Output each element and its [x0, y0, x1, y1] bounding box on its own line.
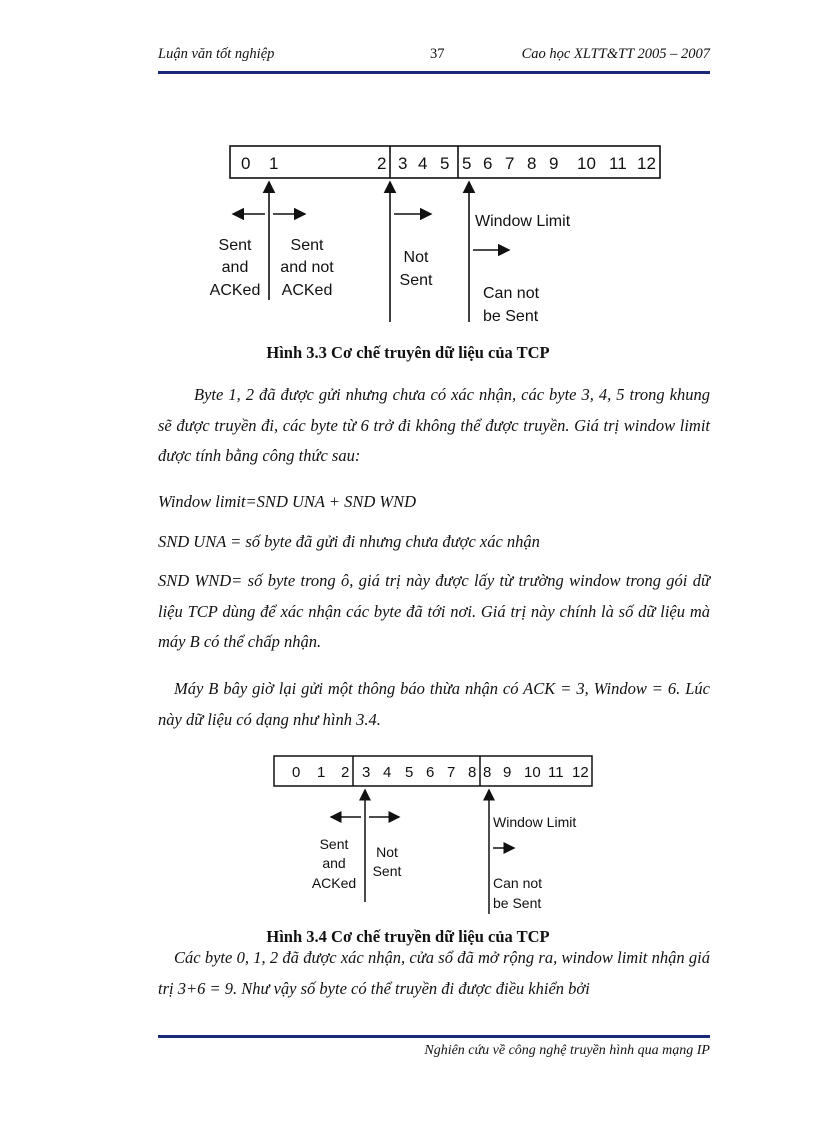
header-right: Cao học XLTT&TT 2005 – 2007 — [521, 46, 710, 62]
label-sent-not-acked: Sent — [290, 237, 324, 254]
page-footer: Nghiên cứu về công nghệ truyền hình qua mạng IP — [424, 1043, 710, 1058]
figure-caption: Hình 3.4 Cơ chế truyền dữ liệu của TCP — [266, 927, 550, 946]
header-left: Luận văn tốt nghiệp — [158, 46, 275, 62]
label-not-sent: Not — [403, 249, 429, 266]
paragraph: Các byte 0, 1, 2 đã được xác nhận, cửa sổ đã mở rộng ra, window limit nhận giá trị 3+6 = 9. Như vậy số byte có thể truyền đi được điều khiển bởi — [158, 948, 710, 998]
cell: 11 — [548, 764, 564, 781]
label-not-sent: Sent — [372, 863, 402, 879]
label-sent-acked: Sent — [319, 836, 349, 852]
formula: Window limit=SND UNA + SND WND — [158, 492, 417, 511]
cell: 8 — [468, 764, 477, 781]
cell: 7 — [505, 154, 515, 173]
header-rule — [158, 71, 710, 74]
cell: 10 — [524, 764, 541, 781]
cell: 0 — [241, 154, 251, 173]
cell: 11 — [609, 154, 627, 173]
cell: 3 — [362, 764, 371, 781]
label-cannot-sent: Can not — [483, 285, 540, 302]
cell: 4 — [418, 154, 428, 173]
cell: 5 — [462, 154, 472, 173]
cell: 10 — [577, 154, 596, 173]
label-sent-acked: and — [322, 855, 346, 871]
cell: 8 — [527, 154, 537, 173]
cell: 7 — [447, 764, 456, 781]
paragraph: SND WND= số byte trong ô, giá trị này được lấy từ trường window trong gói dữ liệu TCP dùng để xác nhận các byte đã tới nơi. Giá trị này chính là số dữ liệu mà máy B có thể chấp nhận. — [158, 571, 710, 651]
cell: 9 — [549, 154, 559, 173]
label-cannot-sent: be Sent — [493, 895, 542, 911]
cell: 5 — [440, 154, 450, 173]
cell: 3 — [398, 154, 408, 173]
figure-caption: Hình 3.3 Cơ chế truyên dữ liệu của TCP — [266, 343, 550, 362]
page-number: 37 — [430, 46, 445, 62]
label-sent-acked: ACKed — [311, 875, 357, 891]
paragraph: SND UNA = số byte đã gửi đi nhưng chưa được xác nhận — [158, 532, 540, 551]
label-cannot-sent: be Sent — [483, 308, 539, 325]
cell: 12 — [637, 154, 656, 173]
label-cannot-sent: Can not — [493, 875, 543, 891]
cell: 1 — [317, 764, 326, 781]
cell: 2 — [377, 154, 387, 173]
cell: 4 — [383, 764, 392, 781]
footer-rule — [158, 1035, 710, 1038]
paragraph: Byte 1, 2 đã được gửi nhưng chưa có xác nhận, các byte 3, 4, 5 trong khung sẽ được truyền đi, các byte từ 6 trở đi không thể được truyền. Giá trị window limit được tính bằng công thức sau: — [158, 385, 710, 465]
cell: 6 — [426, 764, 435, 781]
cell: 0 — [292, 764, 301, 781]
cell: 9 — [503, 764, 512, 781]
figure-3-3 — [205, 140, 665, 330]
cell: 6 — [483, 154, 493, 173]
cell: 12 — [572, 764, 589, 781]
cell: 1 — [269, 154, 279, 173]
cell: 8 — [483, 764, 492, 781]
label-sent-acked: and — [221, 259, 249, 276]
label-sent-acked: Sent — [218, 237, 252, 254]
label-sent-not-acked: ACKed — [281, 282, 333, 299]
page-header — [158, 46, 710, 68]
label-window-limit: Window Limit — [475, 213, 571, 230]
cell: 2 — [341, 764, 350, 781]
label-not-sent: Sent — [399, 272, 433, 289]
cell: 5 — [405, 764, 414, 781]
paragraph: Máy B bây giờ lại gửi một thông báo thừa nhận có ACK = 3, Window = 6. Lúc này dữ liệu có dạng như hình 3.4. — [158, 679, 710, 729]
label-sent-not-acked: and not — [280, 259, 334, 276]
label-not-sent: Not — [376, 844, 398, 860]
figure-3-4 — [270, 752, 600, 920]
label-window-limit: Window Limit — [493, 814, 577, 830]
label-sent-acked: ACKed — [209, 282, 261, 299]
